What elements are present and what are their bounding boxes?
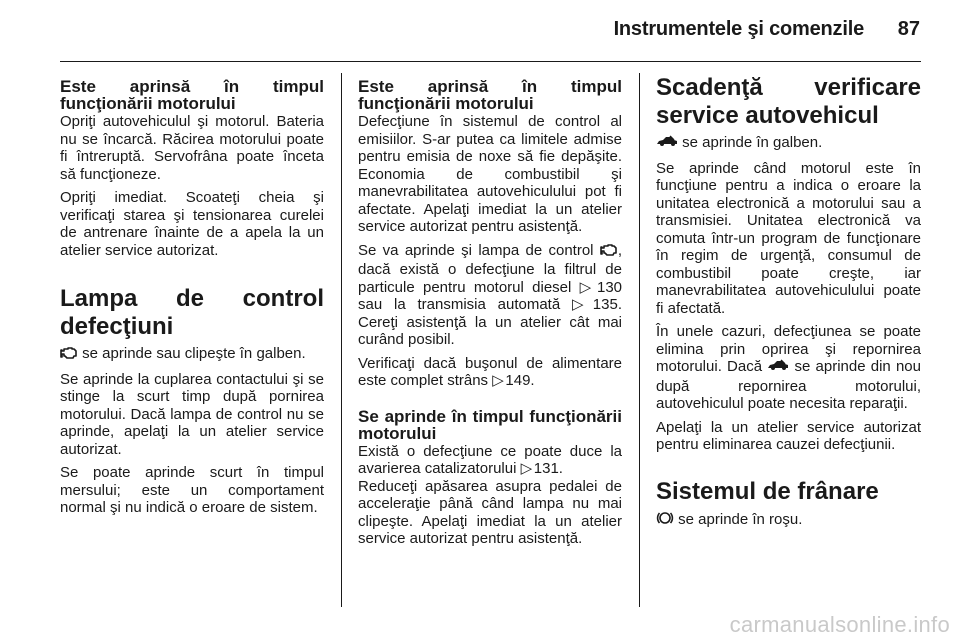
- section-title: Lampa de control defecţiuni: [60, 285, 324, 340]
- section-heading: Este aprinsă în timpul funcţionării motorului: [60, 77, 324, 113]
- section-heading: Este aprinsă în timpul funcţionării motorului: [358, 77, 622, 113]
- paragraph-text: se aprinde în roşu.: [674, 510, 803, 528]
- section-title: Scadenţă verificare service autovehicul: [656, 74, 921, 129]
- paragraph-text: , dacă există o defecţiune la filtrul de particule pentru motorul diesel: [358, 241, 622, 296]
- paragraph: [656, 323, 921, 413]
- paragraph-text: se aprinde sau clipeşte în galben.: [78, 345, 306, 362]
- paragraph: Reduceţi apăsarea asupra pedalei de acceleraţie până când lampa nu mai clipeşte. Apelaţi imediat la un atelier service autorizat pentru asistenţă.: [358, 477, 622, 547]
- page-reference-icon: ▷: [571, 296, 584, 313]
- paragraph: [656, 134, 921, 154]
- header-title: Instrumentele şi comenzile: [613, 18, 864, 40]
- paragraph: [656, 510, 921, 531]
- column-divider: [341, 73, 342, 607]
- page-reference-icon: ▷: [520, 460, 533, 477]
- page-reference-icon: ▷: [579, 278, 592, 296]
- section-heading: Se aprinde în timpul funcţionării motorului: [358, 406, 622, 443]
- paragraph: [60, 345, 324, 365]
- service-car-icon: [656, 135, 678, 154]
- column-3: [656, 74, 921, 536]
- watermark: carmanualsonline.info: [729, 612, 950, 637]
- paragraph: Opriţi autovehiculul şi motorul. Bateria nu se încarcă. Răcirea motorului poate fi întreruptă. Servofrâna poate înceta să funcţioneze.: [60, 113, 324, 183]
- column-1: [60, 74, 324, 523]
- page-reference: 131.: [533, 460, 563, 477]
- page-number: 87: [897, 18, 920, 40]
- paragraph: Se aprinde când motorul este în funcţiune pentru a indica o eroare la unitatea electronică a motorului sau a transmisiei. Unitatea electronică va comuta într-un program de funcţionare în regim de urgenţă, consumul de combustibil poate creşte, iar manevrabilitatea autovehiculului poate fi afectată.: [656, 159, 921, 317]
- paragraph: Se poate aprinde scurt în timpul mersului; este un comportament normal şi nu indică o eroare de sistem.: [60, 464, 324, 516]
- page-reference: 149.: [505, 372, 535, 389]
- paragraph: [358, 242, 622, 349]
- paragraph-text: În unele cazuri, defecţiunea se poate elimina prin oprirea şi repornirea motorului. Dacă: [656, 323, 921, 375]
- column-divider: [639, 73, 640, 607]
- page-header: [0, 0, 960, 62]
- paragraph: [358, 443, 622, 478]
- column-2: [358, 74, 622, 554]
- paragraph-text: se aprinde din nou după repornirea motorului, autovehiculul poate necesita reparaţii.: [656, 358, 921, 412]
- service-car-icon: [767, 359, 789, 378]
- engine-warning-icon: [60, 346, 78, 365]
- paragraph-text: Se va aprinde şi lampa de control: [358, 241, 600, 259]
- paragraph: [358, 355, 622, 390]
- engine-warning-icon: [600, 243, 618, 262]
- paragraph-text: se aprinde în galben.: [678, 134, 823, 151]
- paragraph: Opriţi imediat. Scoateţi cheia şi verificaţi starea şi tensionarea curelei de antrenare înainte de a apela la un atelier service autorizat.: [60, 189, 324, 259]
- paragraph-text: Verificaţi dacă buşonul de alimentare este complet strâns: [358, 354, 622, 389]
- header-rule: [60, 61, 921, 62]
- brake-warning-icon: [656, 510, 674, 531]
- paragraph: Apelaţi la un atelier service autorizat pentru eliminarea cauzei defecţiunii.: [656, 418, 921, 453]
- page-reference: 130 sau la transmisia automată: [358, 278, 623, 313]
- section-title: Sistemul de frânare: [656, 477, 879, 505]
- paragraph-text: Există o defecţiune ce poate duce la avarierea catalizatorului: [358, 442, 622, 477]
- paragraph: Defecţiune în sistemul de control al emisiilor. S-ar putea ca limitele admise pentru emisia de noxe să fie depăşite. Economia de combustibil şi manevrabilitatea autovehiculului pot fi afectate. Apelaţi imediat la un atelier service autorizat pentru asistenţă.: [358, 113, 622, 235]
- page-reference-icon: ▷: [492, 372, 504, 389]
- paragraph: Se aprinde la cuplarea contactului şi se stinge la scurt timp după pornirea motorului. Dacă lampa de control nu se aprinde, apelaţi la un atelier service autorizat.: [60, 370, 324, 458]
- page-reference: 135. Cereţi asistenţă la un atelier cât mai curând posibil.: [358, 296, 622, 348]
